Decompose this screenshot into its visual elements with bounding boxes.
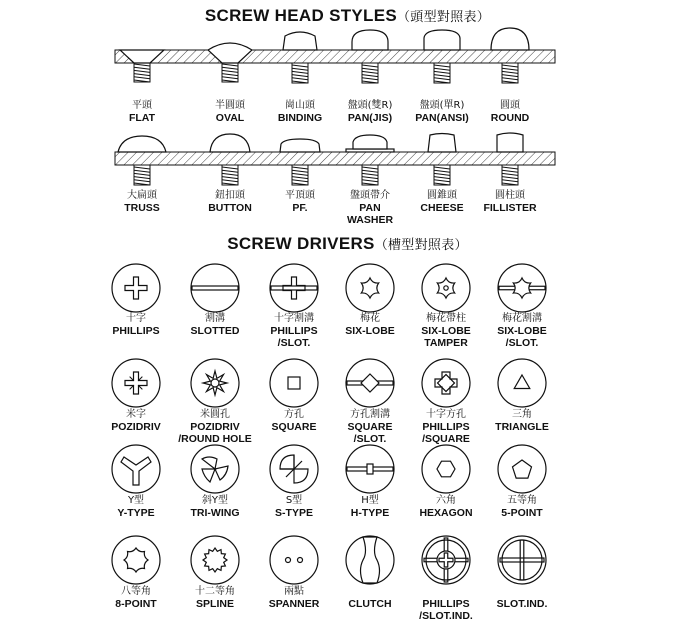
drivers-label-en: S-TYPE (275, 507, 313, 519)
drive-phillips-slot-ind-icon (422, 536, 470, 584)
drivers-label-en: /SQUARE (422, 433, 470, 445)
drivers-label-zh: Y型 (127, 495, 145, 506)
drivers-label-zh: 方孔 (284, 409, 304, 420)
heads-label-en: BINDING (277, 112, 323, 124)
drivers-label-en: POZIDRIV (111, 421, 161, 433)
drivers-label-en: POZIDRIV (190, 421, 240, 433)
drive-triangle-icon (498, 359, 546, 407)
drive-pozidriv-icon (112, 359, 160, 407)
drivers-label-en: TAMPER (424, 337, 468, 349)
drivers-label-zh: 三角 (512, 409, 532, 420)
drivers-label-en: PHILLIPS (422, 421, 470, 433)
drive-pozidriv-round-hole-icon (191, 359, 239, 407)
drivers-label-zh: 梅花割溝 (502, 313, 542, 324)
drive-hexagon-icon (422, 445, 470, 493)
drivers-label-zh: 梅花 (360, 313, 380, 324)
drivers-label-zh: 兩點 (284, 586, 304, 597)
heads-label-en: TRUSS (124, 202, 160, 214)
heads-label-zh: 盤頭(單R) (419, 100, 465, 111)
drivers-label-en: /ROUND HOLE (178, 433, 252, 445)
drivers-label-en: /SLOT. (353, 433, 387, 445)
heads-label-en: PF. (292, 202, 308, 214)
heads-label-en: OVAL (215, 112, 245, 124)
drive-5-point-icon (498, 445, 546, 493)
drive-slot-ind-icon (498, 536, 546, 584)
drivers-label-23 (467, 586, 577, 610)
drivers-label-zh: H型 (361, 495, 379, 506)
drive-square-slot-icon (346, 359, 394, 407)
drivers-label-en: /SLOT.IND. (419, 610, 473, 622)
driver-title-en: SCREW DRIVERS (227, 234, 375, 253)
heads-label-zh: 鈕扣頭 (215, 190, 245, 201)
drivers-label-zh: S型 (285, 495, 303, 506)
drive-square-icon (270, 359, 318, 407)
drivers-label-en: /SLOT. (277, 337, 311, 349)
drivers-label-en: PHILLIPS (112, 325, 160, 337)
drivers-label-en: 8-POINT (115, 598, 157, 610)
drivers-label-en: SLOTTED (190, 325, 240, 337)
drive-slotted-icon (191, 264, 239, 312)
drive-six-lobe-icon (346, 264, 394, 312)
drivers-label-11 (467, 409, 577, 433)
drivers-label-en: TRI-WING (190, 507, 240, 519)
drivers-label-zh (467, 586, 577, 598)
drive-six-lobe-tamper-icon (422, 264, 470, 312)
drivers-label-en: HEXAGON (419, 507, 473, 519)
drivers-label-zh: 六角 (436, 495, 456, 506)
heads-label-en: ROUND (490, 112, 530, 124)
head-title-en: SCREW HEAD STYLES (204, 6, 397, 25)
heads-label-en: PAN(ANSI) (415, 112, 469, 124)
heads-label-zh: 圓頭 (500, 100, 520, 111)
drivers-label-zh: 十字 (126, 313, 146, 324)
drivers-label-zh: 梅花帶柱 (426, 313, 466, 324)
heads-label-zh: 半圓頭 (215, 100, 245, 111)
drivers-label-zh: 方孔割溝 (350, 409, 390, 420)
heads-label-zh: 平頂頭 (285, 190, 315, 201)
heads-label-en: BUTTON (208, 202, 252, 214)
driver-title-zh: （槽型對照表） (374, 238, 468, 253)
drivers-label-zh: 十字方孔 (426, 409, 466, 420)
drive-spline-icon (191, 536, 239, 584)
heads-label-zh: 盤頭帶介 (350, 190, 390, 201)
heads-label-zh: 盤頭(雙R) (347, 100, 393, 111)
drivers-label-zh: 八等角 (121, 586, 151, 597)
drivers-label-zh: 十二等角 (195, 586, 235, 597)
drivers-label-zh: 五等角 (507, 495, 537, 506)
drivers-label-en: Y-TYPE (117, 507, 155, 519)
heads-label-en: FLAT (128, 112, 156, 124)
drivers-label-en: SPLINE (196, 598, 234, 610)
drivers-label-zh: 十字割溝 (274, 313, 314, 324)
drive-8-point-icon (112, 536, 160, 584)
heads-label-zh: 平頭 (132, 100, 152, 111)
drivers-label-en: H-TYPE (350, 507, 390, 519)
heads-label-en: FILLISTER (483, 202, 537, 214)
drivers-label-en: SQUARE (271, 421, 317, 433)
heads-label-en: PAN (359, 202, 381, 214)
drivers-label-en: TRIANGLE (495, 421, 549, 433)
heads-label-zh: 大扁頭 (127, 190, 157, 201)
drivers-label-zh: 割溝 (205, 313, 225, 324)
drivers-label-en: SQUARE (347, 421, 393, 433)
drive-s-type-icon (270, 445, 318, 493)
heads-label-en: PAN(JIS) (347, 112, 393, 124)
drive-spanner-icon (270, 536, 318, 584)
drive-phillips-square-icon (422, 359, 470, 407)
drivers-label-17 (467, 495, 577, 519)
heads-label-en: CHEESE (420, 202, 464, 214)
drivers-label-en: PHILLIPS (270, 325, 318, 337)
drive-phillips-slot-icon (270, 264, 318, 312)
drive-y-type-icon (112, 445, 160, 493)
drivers-label-en: SPANNER (268, 598, 320, 610)
drivers-label-en: PHILLIPS (422, 598, 470, 610)
drivers-label-zh: 米字 (126, 409, 146, 420)
drive-clutch-icon (346, 536, 394, 584)
drivers-label-en: SIX-LOBE (421, 325, 471, 337)
heads-label-5 (455, 100, 565, 124)
drivers-label-en: SLOT.IND. (496, 598, 548, 610)
drive-six-lobe-slot-icon (498, 264, 546, 312)
heads-label-zh: 圓柱頭 (495, 190, 525, 201)
drive-tri-wing-icon (191, 445, 239, 493)
drive-phillips-icon (112, 264, 160, 312)
drivers-label-en: 5-POINT (501, 507, 543, 519)
drivers-label-en: /SLOT. (505, 337, 539, 349)
heads-label-zh: 圓錐頭 (427, 190, 457, 201)
screw-head-flat (120, 50, 164, 82)
heads-label-zh: 崗山頭 (285, 100, 315, 111)
drivers-label-en: SIX-LOBE (497, 325, 547, 337)
head-title-zh: （頭型對照表） (397, 10, 491, 25)
drive-h-type-icon (346, 445, 394, 493)
drivers-label-5 (467, 313, 577, 349)
drivers-label-zh: 米圓孔 (200, 409, 230, 420)
drivers-label-en: CLUTCH (348, 598, 392, 610)
drivers-label-zh: 斜Y型 (201, 495, 229, 506)
heads-label-en: WASHER (346, 214, 394, 226)
heads-label-11 (455, 190, 565, 214)
drivers-label-en: SIX-LOBE (345, 325, 395, 337)
